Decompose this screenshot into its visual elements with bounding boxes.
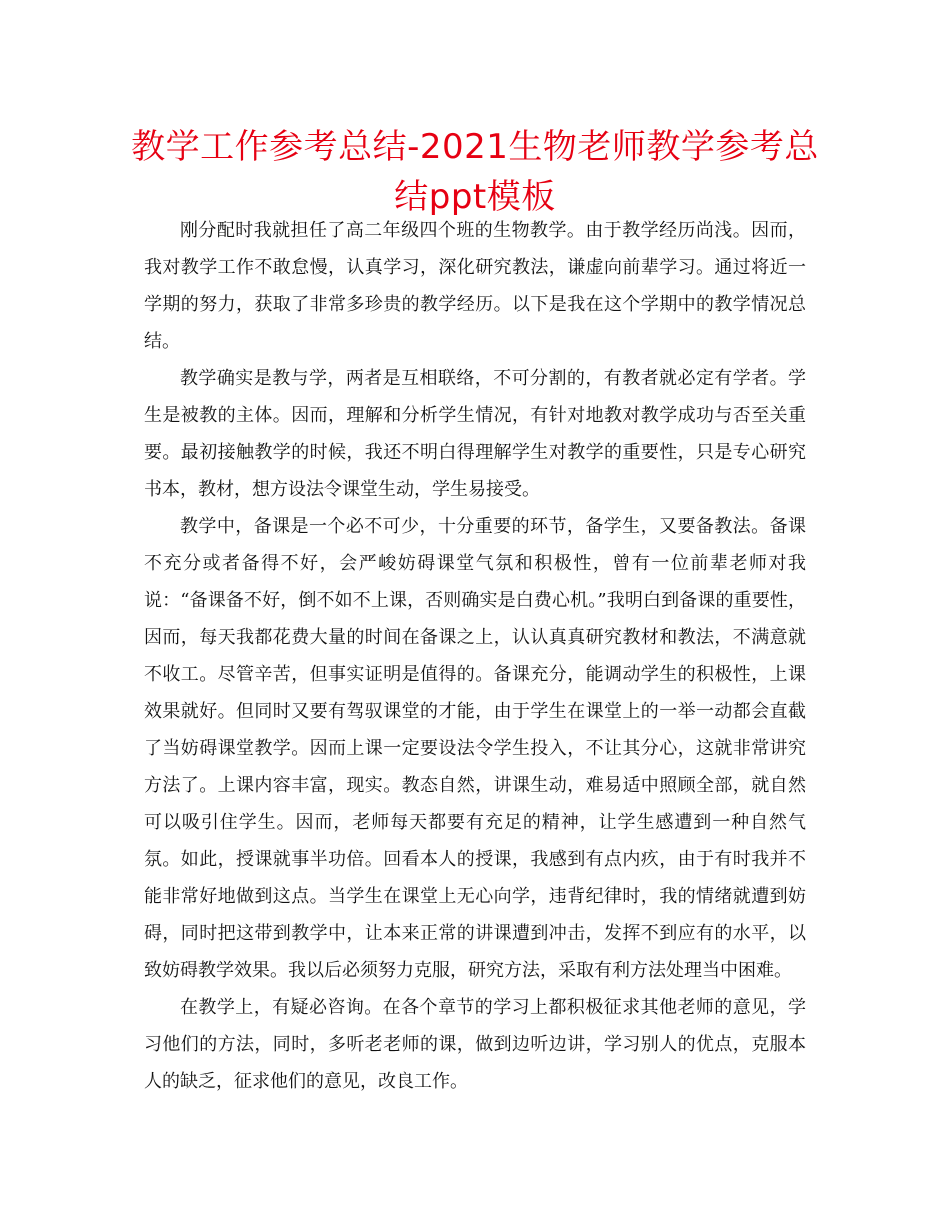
paragraph: 刚分配时我就担任了高二年级四个班的生物教学。由于教学经历尚浅。因而，我对教学工作不敢怠慢，认真学习，深化研究教法，谦虚向前辈学习。通过将近一学期的努力，获取了非常多珍贵的教学经历。以下是我在这个学期中的教学情况总结。 (144, 220, 806, 352)
paragraph: 教学确实是教与学，两者是互相联络，不可分割的，有教者就必定有学者。学生是被教的主体。因而，理解和分析学生情况，有针对地教对教学成功与否至关重要。最初接触教学的时候，我还不明白得理解学生对教学的重要性，只是专心研究书本，教材，想方设法令课堂生动，学生易接受。 (144, 368, 806, 500)
paragraph: 在教学上，有疑必咨询。在各个章节的学习上都积极征求其他老师的意见，学习他们的方法，同时，多听老老师的课，做到边听边讲，学习别人的优点，克服本人的缺乏，征求他们的意见，改良工作。 (144, 997, 806, 1092)
document-title: 教学工作参考总结-2021生物老师教学参考总结ppt模板 (131, 127, 819, 217)
paragraph: 教学中，备课是一个必不可少，十分重要的环节，备学生，又要备教法。备课不充分或者备得不好，会严峻妨碍课堂气氛和积极性，曾有一位前辈老师对我说：“备课备不好，倒不如不上课，否则确实是白费心机。”我明白到备课的重要性，因而，每天我都花费大量的时间在备课之上，认认真真研究教材和教法，不满意就不收工。尽管辛苦，但事实证明是值得的。备课充分，能调动学生的积极性，上课效果就好。但同时又要有驾驭课堂的才能，由于学生在课堂上的一举一动都会直截了当妨碍课堂教学。因而上课一定要设法令学生投入，不让其分心，这就非常讲究方法了。上课内容丰富，现实。教态自然，讲课生动，难易适中照顾全部，就自然可以吸引住学生。因而，老师每天都要有充足的精神，让学生感遭到一种自然气氛。如此，授课就事半功倍。回看本人的授课，我感到有点内疚，由于有时我并不能非常好地做到这点。当学生在课堂上无心向学，违背纪律时，我的情绪就遭到妨碍，同时把这带到教学中，让本来正常的讲课遭到冲击，发挥不到应有的水平，以致妨碍教学效果。我以后必须努力克服，研究方法，采取有利方法处理当中困难。 (144, 516, 806, 981)
document-body (144, 212, 806, 1100)
